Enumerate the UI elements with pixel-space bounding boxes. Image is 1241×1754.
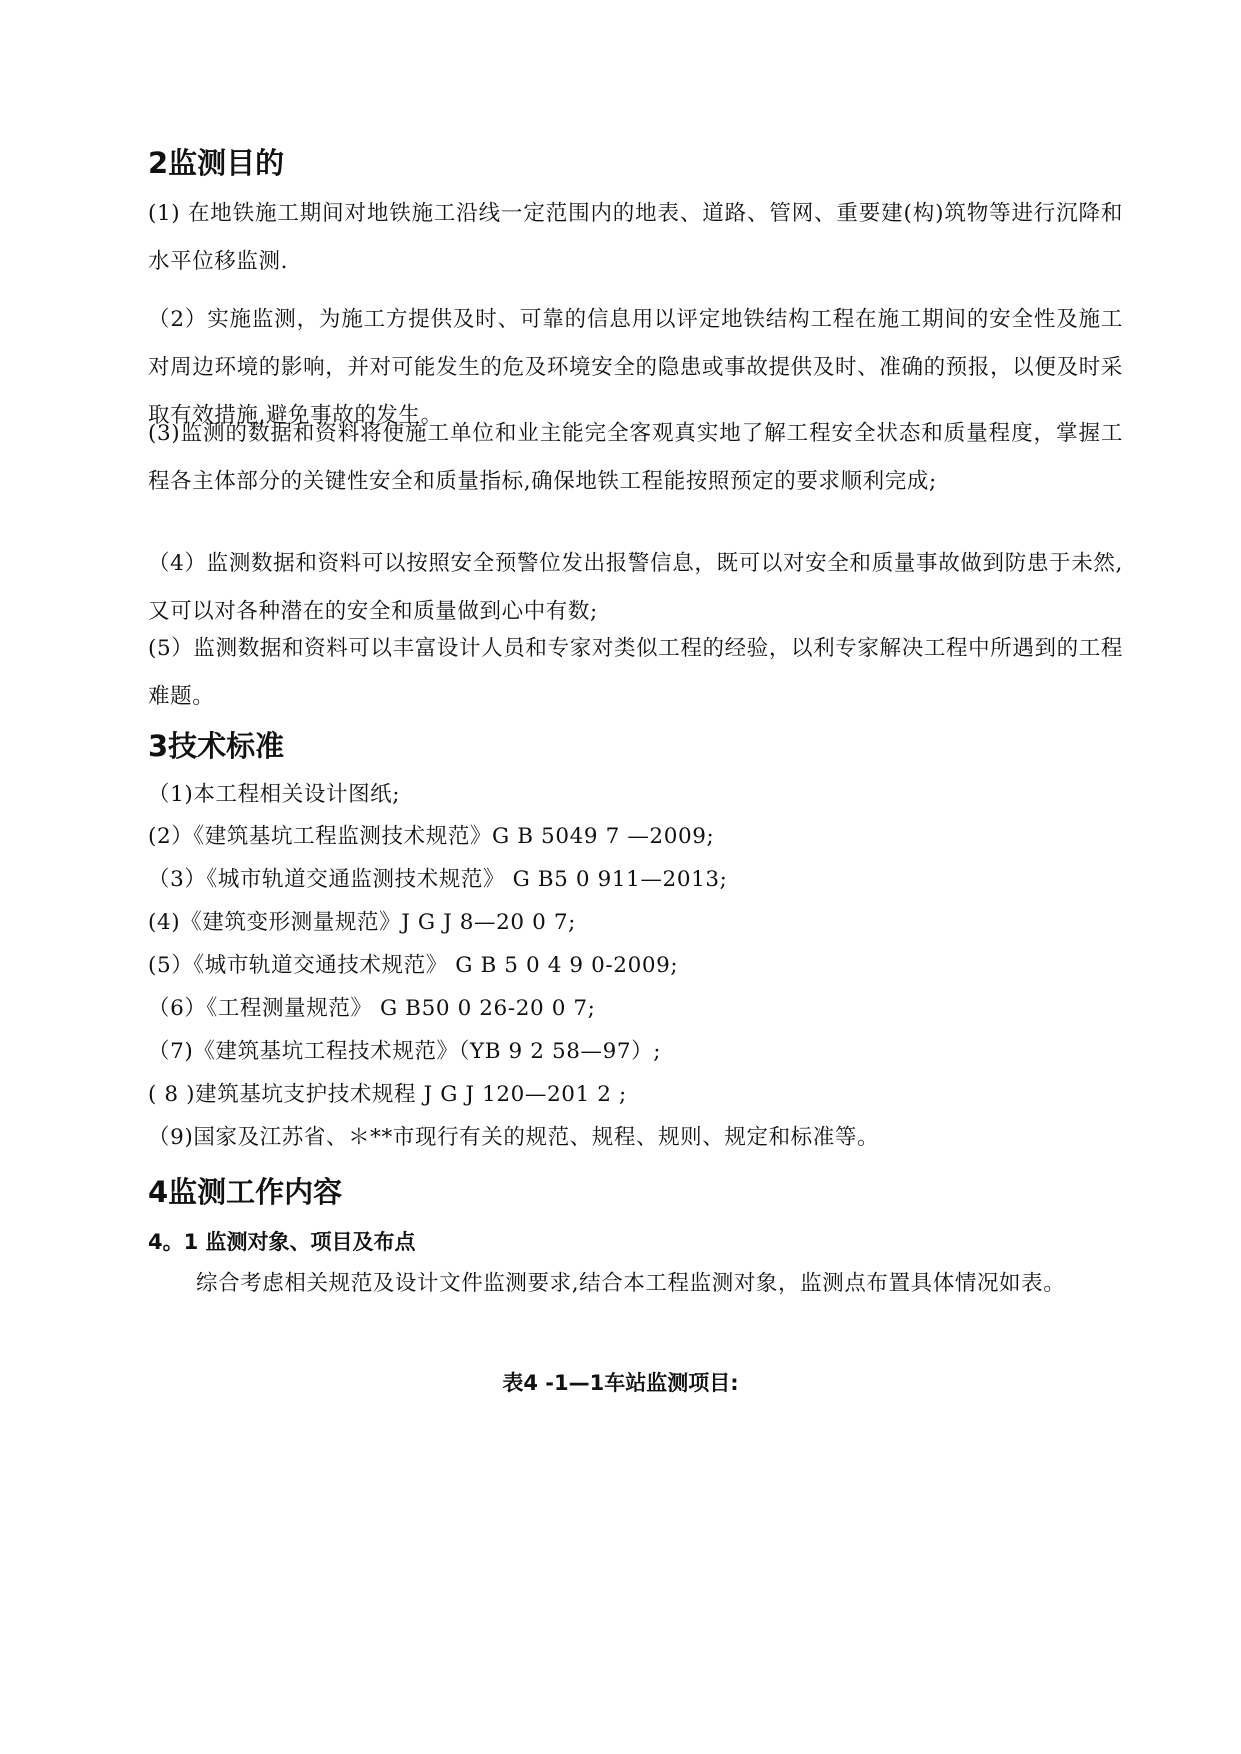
standard-item-1: （1)本工程相关设计图纸;: [148, 782, 401, 807]
standard-item-3: （3）《城市轨道交通监测技术规范》 G B5 0 911—2013;: [148, 867, 728, 892]
section-2-heading: 2监测目的: [148, 146, 285, 180]
section-3-heading: 3技术标准: [148, 729, 285, 763]
section-4-1-subheading: 4。1 监测对象、项目及布点: [148, 1230, 416, 1254]
section-2-paragraph-3: (3)监测的数据和资料将使施工单位和业主能完全客观真实地了解工程安全状态和质量程度，掌握工程各主体部分的关键性安全和质量指标,确保地铁工程能按照预定的要求顺利完成;: [148, 421, 1123, 494]
standard-item-7: （7)《建筑基坑工程技术规范》（YB 9 2 58—97）;: [148, 1039, 662, 1064]
section-4-heading: 4监测工作内容: [148, 1175, 343, 1209]
standard-item-2: (2）《建筑基坑工程监测技术规范》G B 5049 7 —2009;: [148, 824, 715, 849]
section-4-1-paragraph: 综合考虑相关规范及设计文件监测要求,结合本工程监测对象，监测点布置具体情况如表。: [196, 1271, 1066, 1296]
section-2-paragraph-1: (1) 在地铁施工期间对地铁施工沿线一定范围内的地表、道路、管网、重要建(构)筑物等进行沉降和水平位移监测.: [148, 201, 1123, 274]
section-2-paragraph-2: （2）实施监测，为施工方提供及时、可靠的信息用以评定地铁结构工程在施工期间的安全性及施工对周边环境的影响，并对可能发生的危及环境安全的隐患或事故提供及时、准确的预报，以便及时采取有效措施,避免事故的发生。: [148, 307, 1123, 428]
table-caption: 表4 -1—1车站监测项目:: [502, 1371, 739, 1395]
section-2-paragraph-5: (5）监测数据和资料可以丰富设计人员和专家对类似工程的经验，以利专家解决工程中所遇到的工程难题。: [148, 636, 1123, 709]
section-2-paragraph-4: （4）监测数据和资料可以按照安全预警位发出报警信息，既可以对安全和质量事故做到防患于未然,又可以对各种潜在的安全和质量做到心中有数;: [148, 551, 1123, 624]
standard-item-9: （9)国家及江苏省、＊**市现行有关的规范、规程、规则、规定和标准等。: [148, 1125, 880, 1150]
standard-item-6: （6）《工程测量规范》 G B50 0 26-20 0 7;: [148, 996, 596, 1021]
standard-item-5: (5）《城市轨道交通技术规范》 G B 5 0 4 9 0-2009;: [148, 953, 679, 978]
standard-item-8: ( 8 )建筑基坑支护技术规程 J G J 120—201 2 ;: [148, 1082, 627, 1107]
standard-item-4: (4)《建筑变形测量规范》J G J 8—20 0 7;: [148, 910, 576, 935]
